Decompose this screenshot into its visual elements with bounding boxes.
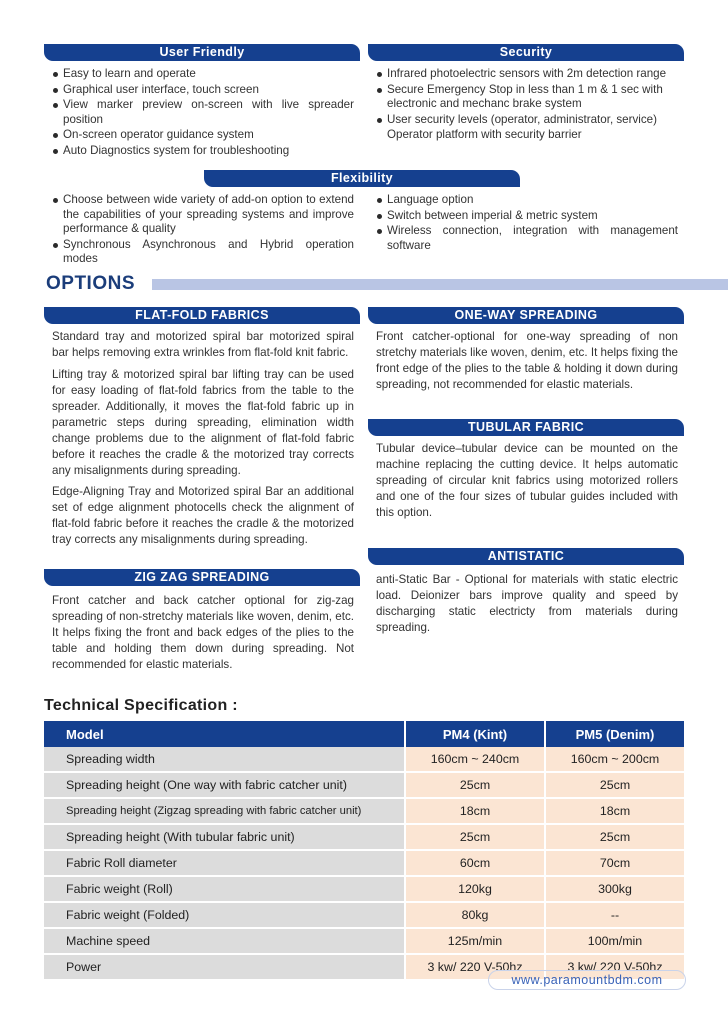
list-item: View marker preview on-screen with live spreader position [52, 98, 354, 127]
list-item: Operator platform with security barrier [387, 128, 582, 141]
list-item: On-screen operator guidance system [52, 128, 354, 143]
spec-value-pm4: 18cm [405, 798, 545, 824]
spec-value-pm4: 25cm [405, 824, 545, 850]
spec-label: Fabric Roll diameter [44, 850, 405, 876]
security-header: Security [368, 44, 684, 61]
flat-fold-paragraph: Lifting tray & motorized spiral bar lifting tray can be used for easy loading of flat-fold fabrics from the table to the spreader. Additionally, it moves the flat-fold fabric up in parametric steps during spreading, elimination width change problems due to the alignment of flat-fold fabric before it reaches the cradle & the motorized tray corrects any misalignments during spreading. [52, 368, 354, 477]
spec-table [44, 721, 686, 981]
spec-value-pm5: 3 kw/ 220 V-50hz [545, 954, 685, 980]
spec-value-pm4: 125m/min [405, 928, 545, 954]
one-way-paragraph: Front catcher-optional for one-way spreading of non stretchy materials like woven, denim, etc. It helps fixing the front edge of the plies to the table & holding it down during spreading, not recommended for elastic materials. [376, 330, 678, 391]
table-row [44, 902, 685, 928]
list-item: Synchronous Asynchronous and Hybrid operation modes [52, 238, 354, 267]
table-row [44, 772, 685, 798]
header-pm4: PM4 (Kint) [405, 721, 545, 747]
spec-value-pm4: 25cm [405, 772, 545, 798]
spec-value-pm5: -- [545, 902, 685, 928]
flexibility-left-list [52, 193, 354, 268]
list-item: Language option [376, 193, 678, 208]
flat-fold-paragraph: Standard tray and motorized spiral bar motorized spiral bar helps removing extra wrinkles from flat-fold knit fabric. [52, 330, 354, 359]
list-item: Wireless connection, integration with management software [376, 224, 678, 253]
table-row [44, 876, 685, 902]
list-item: Auto Diagnostics system for troubleshooting [52, 144, 354, 159]
flexibility-header: Flexibility [204, 170, 520, 187]
spec-value-pm5: 70cm [545, 850, 685, 876]
flat-fold-header: FLAT-FOLD FABRICS [44, 307, 360, 324]
list-item: Switch between imperial & metric system [376, 209, 678, 224]
spec-value-pm5: 18cm [545, 798, 685, 824]
spec-value-pm5: 300kg [545, 876, 685, 902]
spec-label: Spreading height (Zigzag spreading with fabric catcher unit) [44, 798, 405, 824]
spec-value-pm5: 100m/min [545, 928, 685, 954]
spec-value-pm5: 160cm ~ 200cm [545, 747, 685, 772]
header-model: Model [44, 721, 405, 747]
table-row [44, 747, 685, 772]
antistatic-header: ANTISTATIC [368, 548, 684, 565]
website-link[interactable]: www.paramountbdm.com [488, 970, 686, 990]
options-title: OPTIONS [46, 273, 136, 294]
user-friendly-header: User Friendly [44, 44, 360, 61]
antistatic-paragraph: anti-Static Bar - Optional for materials with static electric load. Deionizer bars improve quality and speed by discharging static electricty from materials during spreading. [376, 573, 678, 634]
table-row [44, 928, 685, 954]
list-item: Choose between wide variety of add-on option to extend the capabilities of your spreading systems and improve performance & quality [52, 193, 354, 237]
list-item: User security levels (operator, administrator, service) [376, 113, 682, 128]
spec-label: Fabric weight (Roll) [44, 876, 405, 902]
zig-zag-header: ZIG ZAG SPREADING [44, 569, 360, 586]
spec-value-pm4: 3 kw/ 220 V-50hz [405, 954, 545, 980]
spec-title: Technical Specification : [44, 697, 238, 714]
spec-value-pm4: 60cm [405, 850, 545, 876]
table-row [44, 798, 685, 824]
list-item: Infrared photoelectric sensors with 2m detection range [376, 67, 682, 82]
tubular-paragraph: Tubular device–tubular device can be mounted on the machine replacing the cutting device. It helps automatic spreading of circular knit fabrics using motorized rollers and one of the four sizes of tubular guides included with this option. [376, 442, 678, 519]
list-item: Secure Emergency Stop in less than 1 m & 1 sec with electronic and mechanc brake system [376, 83, 682, 112]
spec-value-pm4: 160cm ~ 240cm [405, 747, 545, 772]
table-row [44, 850, 685, 876]
user-friendly-list [52, 67, 354, 159]
security-list [376, 67, 682, 144]
spec-label: Machine speed [44, 928, 405, 954]
spec-label: Spreading height (One way with fabric catcher unit) [44, 772, 405, 798]
table-row [44, 824, 685, 850]
list-item: Graphical user interface, touch screen [52, 83, 354, 98]
one-way-header: ONE-WAY SPREADING [368, 307, 684, 324]
options-divider [152, 279, 728, 290]
table-header-row [44, 721, 685, 747]
spec-label: Spreading width [44, 747, 405, 772]
flexibility-right-list [376, 193, 678, 254]
spec-value-pm5: 25cm [545, 772, 685, 798]
flat-fold-paragraph: Edge-Aligning Tray and Motorized spiral Bar an additional set of edge alignment photocells check the alignment of flat-fold fabric before it reaches the cradle & the motorized tray corrects any misalignments during spreading. [52, 485, 354, 546]
spec-label: Fabric weight (Folded) [44, 902, 405, 928]
tubular-header: TUBULAR FABRIC [368, 419, 684, 436]
spec-label: Power [44, 954, 405, 980]
spec-value-pm4: 80kg [405, 902, 545, 928]
zig-zag-paragraph: Front catcher and back catcher optional for zig-zag spreading of non-stretchy materials like woven, denim, etc. It helps fixing the front and back edges of the plies to the table and holding them down during spreading. Not recommended for elastic materials. [52, 594, 354, 671]
list-item: Easy to learn and operate [52, 67, 354, 82]
spec-value-pm5: 25cm [545, 824, 685, 850]
header-pm5: PM5 (Denim) [545, 721, 685, 747]
spec-label: Spreading height (With tubular fabric unit) [44, 824, 405, 850]
spec-value-pm4: 120kg [405, 876, 545, 902]
